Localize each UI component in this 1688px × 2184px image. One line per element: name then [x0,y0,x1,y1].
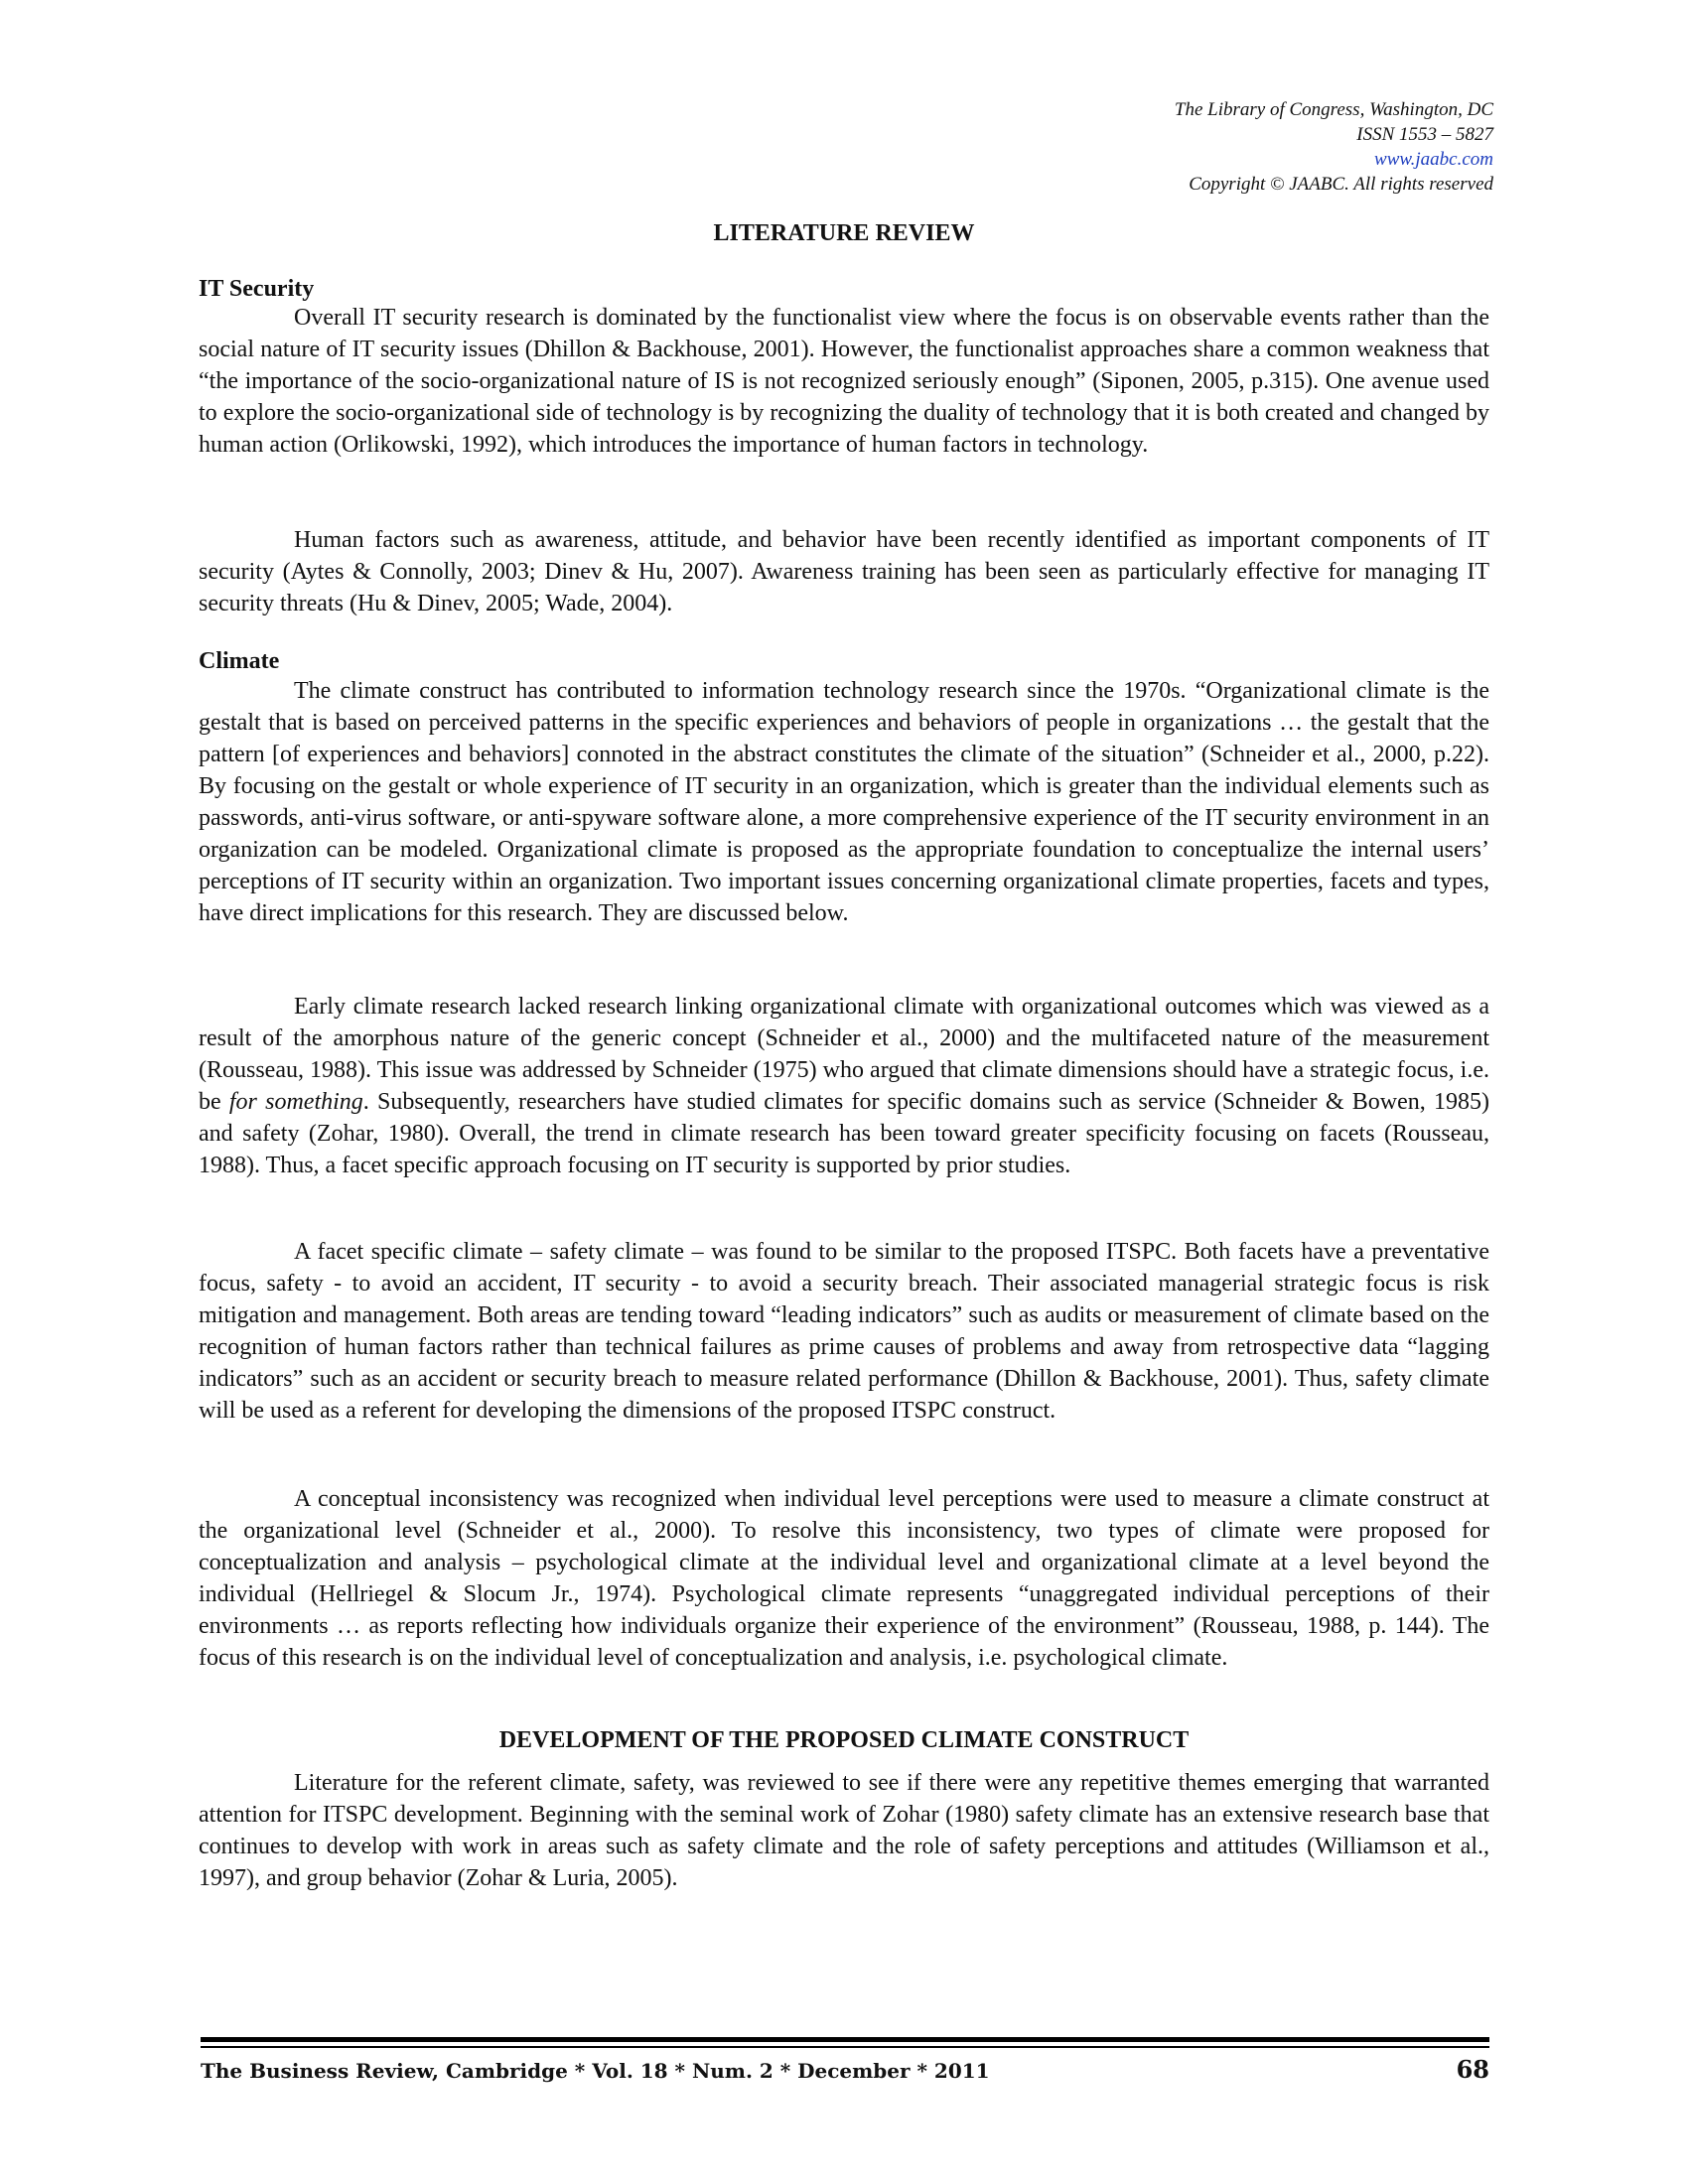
paragraph [199,1767,1489,1894]
paragraph-text: Overall IT security research is dominated by the functionalist view where the focus is on observable events rather than the social nature of IT security issues (Dhillon & Backhouse, 2001). However, the functionalist approaches share a common weakness that “the importance of the socio-organizational nature of IS is not recognized seriously enough” (Siponen, 2005, p.315). One avenue used to explore the socio-organizational side of technology is by recognizing the duality of technology that it is both created and changed by human action (Orlikowski, 1992), which introduces the importance of human factors in technology. [199,305,1489,458]
paragraph [199,675,1489,929]
paragraph-text-b: . Subsequently, researchers have studied climates for specific domains such as service (Schneider & Bowen, 1985) and safety (Zohar, 1980). Overall, the trend in climate research has been toward greater specificity focusing on facets (Rousseau, 1988). Thus, a facet specific approach focusing on IT security is supported by prior studies. [199,1089,1490,1178]
section-title-literature-review: LITERATURE REVIEW [713,220,975,246]
paragraph-text: Literature for the referent climate, safety, was reviewed to see if there were any repetitive themes emerging that warranted attention for ITSPC development. Beginning with the seminal work of Zohar (1980) safety climate has an extensive research base that continues to develop with work in areas such as safety climate and the role of safety perceptions and attitudes (Williamson et al., 1997), and group behavior (Zohar & Luria, 2005). [199,1770,1489,1891]
header-website-link[interactable]: www.jaabc.com [1374,149,1493,170]
paragraph-text: A facet specific climate – safety climate – was found to be similar to the proposed ITSPC. Both facets have a preventative focus, safety - to avoid an accident, IT security - to avoid a security breach. Their associated managerial strategic focus is risk mitigation and management. Both areas are tending toward “leading indicators” such as audits or measurement of climate based on the recognition of human factors rather than technical failures as prime causes of problems and away from retrospective data “lagging indicators” such as an accident or security breach to measure related performance (Dhillon & Backhouse, 2001). Thus, safety climate will be used as a referent for developing the dimensions of the proposed ITSPC construct. [199,1239,1489,1424]
paragraph [199,1236,1489,1427]
header-issn: ISSN 1553 – 5827 [1356,124,1493,145]
footer-rule-thick [201,2037,1489,2042]
paragraph [199,1483,1489,1674]
paragraph-text: Human factors such as awareness, attitude, and behavior have been recently identified as important components of IT security (Aytes & Connolly, 2003; Dinev & Hu, 2007). Awareness training has been seen as particularly effective for managing IT security threats (Hu & Dinev, 2005; Wade, 2004). [199,527,1489,616]
subheading-it-security: IT Security [199,276,315,302]
page-number: 68 [1456,2055,1489,2084]
emphasis-text: for something [228,1089,363,1115]
section-title-development: DEVELOPMENT OF THE PROPOSED CLIMATE CONSTRUCT [498,1727,1190,1753]
paragraph-text: The climate construct has contributed to information technology research since the 1970s. “Organizational climate is the gestalt that is based on perceived patterns in the specific experiences and behaviors of people in organizations … the gestalt that the pattern [of experiences and behaviors] connoted in the abstract constitutes the climate of the situation” (Schneider et al., 2000, p.22). By focusing on the gestalt or whole experience of IT security in an organization, which is greater than the individual elements such as passwords, anti-virus software, or anti-spyware software alone, a more comprehensive experience of the IT security environment in an organization can be modeled. Organizational climate is proposed as the appropriate foundation to conceptualize the internal users’ perceptions of IT security within an organization. Two important issues concerning organizational climate properties, facets and types, have direct implications for this research. They are discussed below. [199,678,1489,926]
journal-header [1175,97,1493,197]
footer-rule-thin [201,2046,1489,2048]
paragraph [199,302,1489,461]
paragraph-text-a: Early climate research lacked research linking organizational climate with organizational outcomes which was viewed as a result of the amorphous nature of the generic concept (Schneider et al., 2000) and the multifaceted nature of the measurement (Rousseau, 1988). This issue was addressed by Schneider (1975) who argued that climate dimensions should have a strategic focus, i.e. be [199,994,1489,1115]
header-library: The Library of Congress, Washington, DC [1174,99,1493,120]
subheading-climate: Climate [199,648,280,674]
header-copyright: Copyright © JAABC. All rights reserved [1189,174,1493,195]
paragraph-text: A conceptual inconsistency was recognized when individual level perceptions were used to measure a climate construct at the organizational level (Schneider et al., 2000). To resolve this inconsistency, two types of climate were proposed for conceptualization and analysis – psychological climate at the individual level and organizational climate at a level beyond the individual (Hellriegel & Slocum Jr., 1974). Psychological climate represents “unaggregated individual perceptions of their environments … as reports reflecting how individuals organize their experience of the environment” (Rousseau, 1988, p. 144). The focus of this research is on the individual level of conceptualization and analysis, i.e. psychological climate. [199,1486,1489,1671]
paragraph [199,524,1489,619]
footer-journal-citation: The Business Review, Cambridge * Vol. 18 * Num. 2 * December * 2011 [201,2059,990,2083]
paragraph [199,991,1489,1181]
